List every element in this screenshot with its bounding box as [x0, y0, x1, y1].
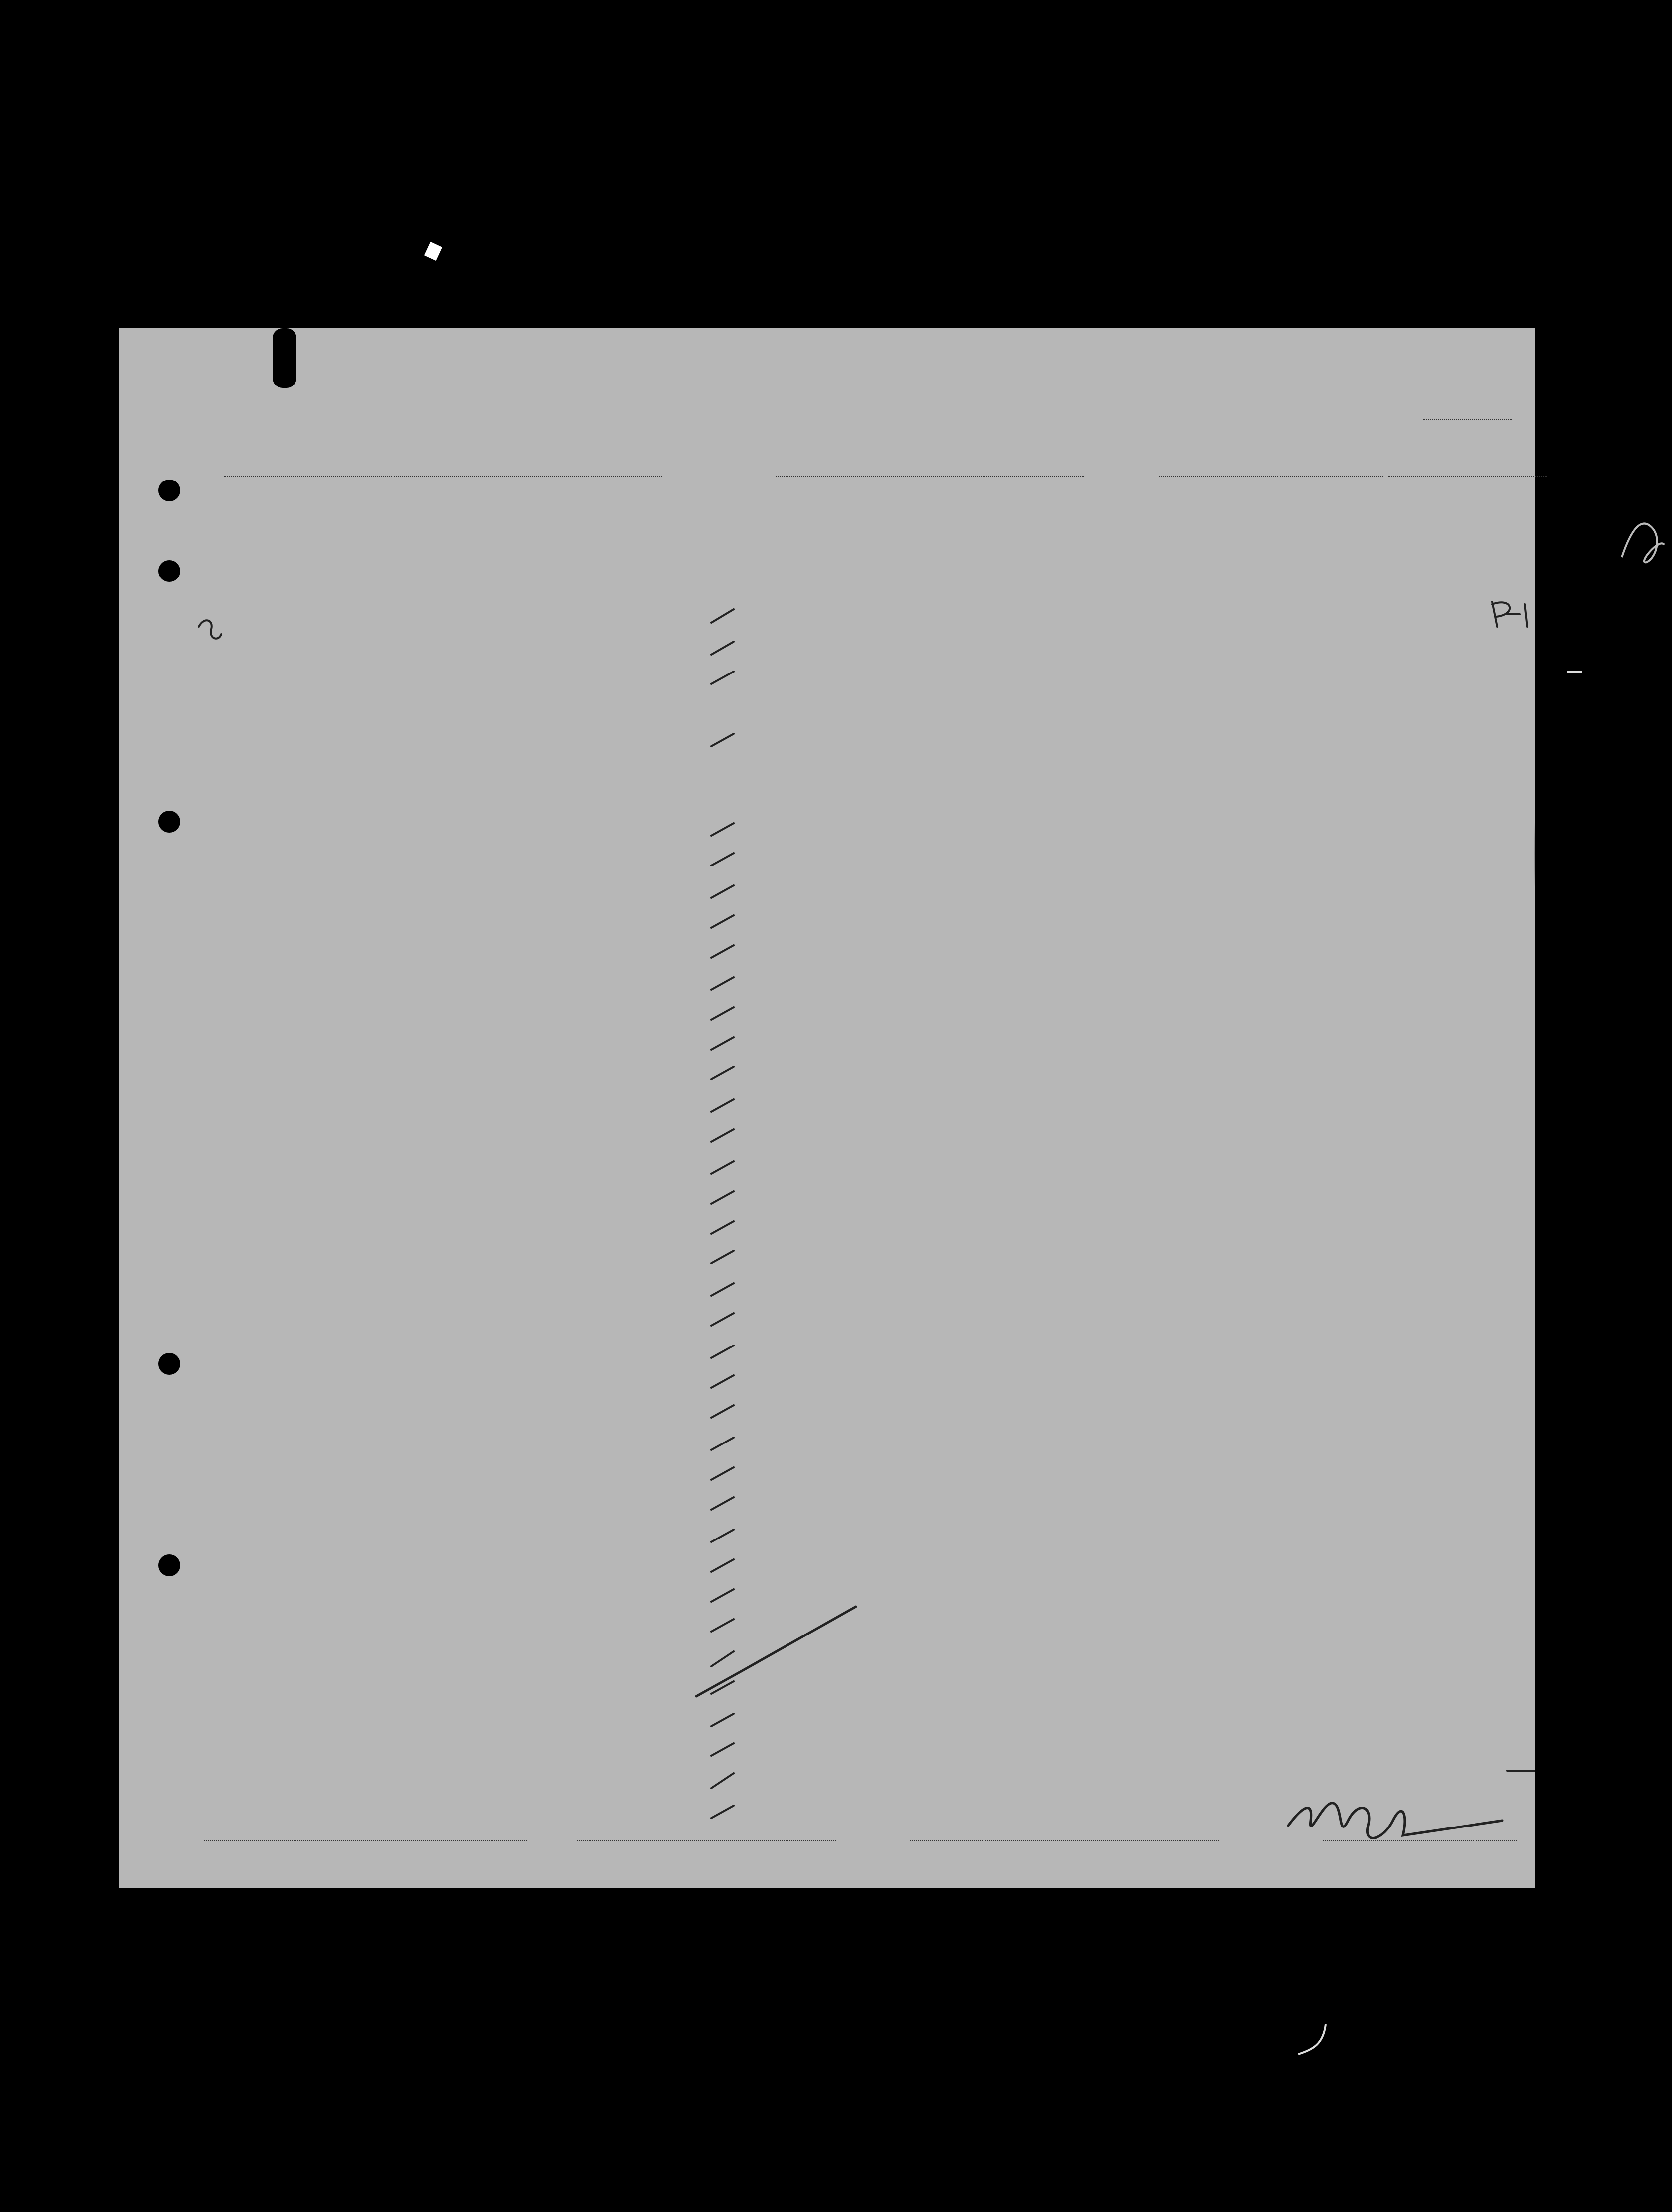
film-scribble: [1612, 507, 1667, 567]
film-scribble-lower: [1293, 2020, 1338, 2064]
handwritten-marks: [119, 328, 1535, 1888]
punch-hole: [158, 480, 180, 501]
manifest-sheet: [119, 328, 1535, 1888]
punch-hole: [158, 1554, 180, 1576]
punch-hole: [158, 560, 180, 582]
film-dash: [1567, 671, 1582, 673]
punch-hole: [158, 1353, 180, 1375]
film-blot: [273, 328, 296, 388]
punch-hole: [158, 811, 180, 833]
film-speck: [424, 242, 442, 261]
